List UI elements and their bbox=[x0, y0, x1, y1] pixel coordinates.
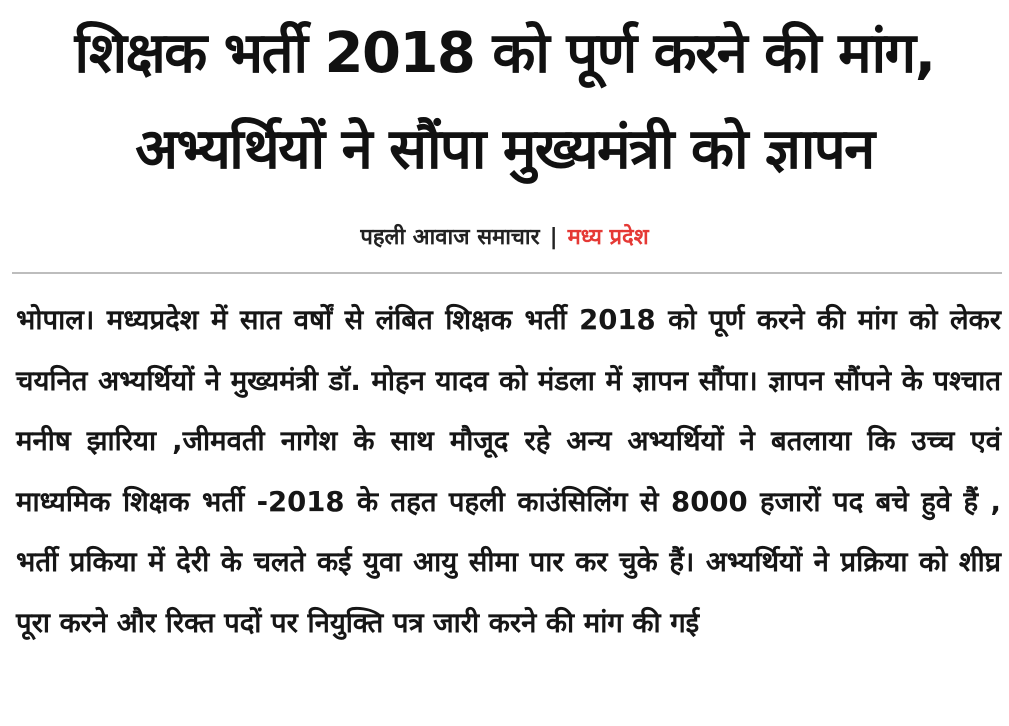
article-body: भोपाल। मध्यप्रदेश में सात वर्षों से लंबित शिक्षक भर्ती 2018 को पूर्ण करने की मांग को लेकर चयनित अभ्यर्थियों ने मुख्यमंत्री डॉ. मोहन यादव को मंडला में ज्ञापन सौंपा। ज्ञापन सौंपने के पश्चात मनीष झारिया ,जीमवती नागेश के साथ मौजूद रहे अन्य अभ्यर्थियों ने बतलाया कि उच्च एवं माध्यमिक शिक्षक भर्ती -2018 के तहत पहली काउंसिलिंग से 8000 हजारों पद बचे हुवे हैं , भर्ती प्रकिया में देरी के चलते कई युवा आयु सीमा पार कर चुके हैं। अभ्यर्थियों ने प्रक्रिया को शीघ्र पूरा करने और रिक्त पदों पर नियुक्ति पत्र जारी करने की मांग की गई bbox=[16, 304, 1001, 639]
divider bbox=[12, 272, 1002, 274]
byline-separator: | bbox=[549, 225, 558, 250]
byline-source: पहली आवाज समाचार bbox=[360, 225, 540, 250]
byline bbox=[0, 218, 1009, 258]
headline-line-2: अभ्यर्थियों ने सौंपा मुख्यमंत्री को ज्ञापन bbox=[135, 117, 874, 182]
headline bbox=[0, 6, 1009, 198]
headline-line-1: शिक्षक भर्ती 2018 को पूर्ण करने की मांग, bbox=[74, 21, 935, 86]
byline-category-link[interactable]: मध्य प्रदेश bbox=[567, 225, 649, 250]
